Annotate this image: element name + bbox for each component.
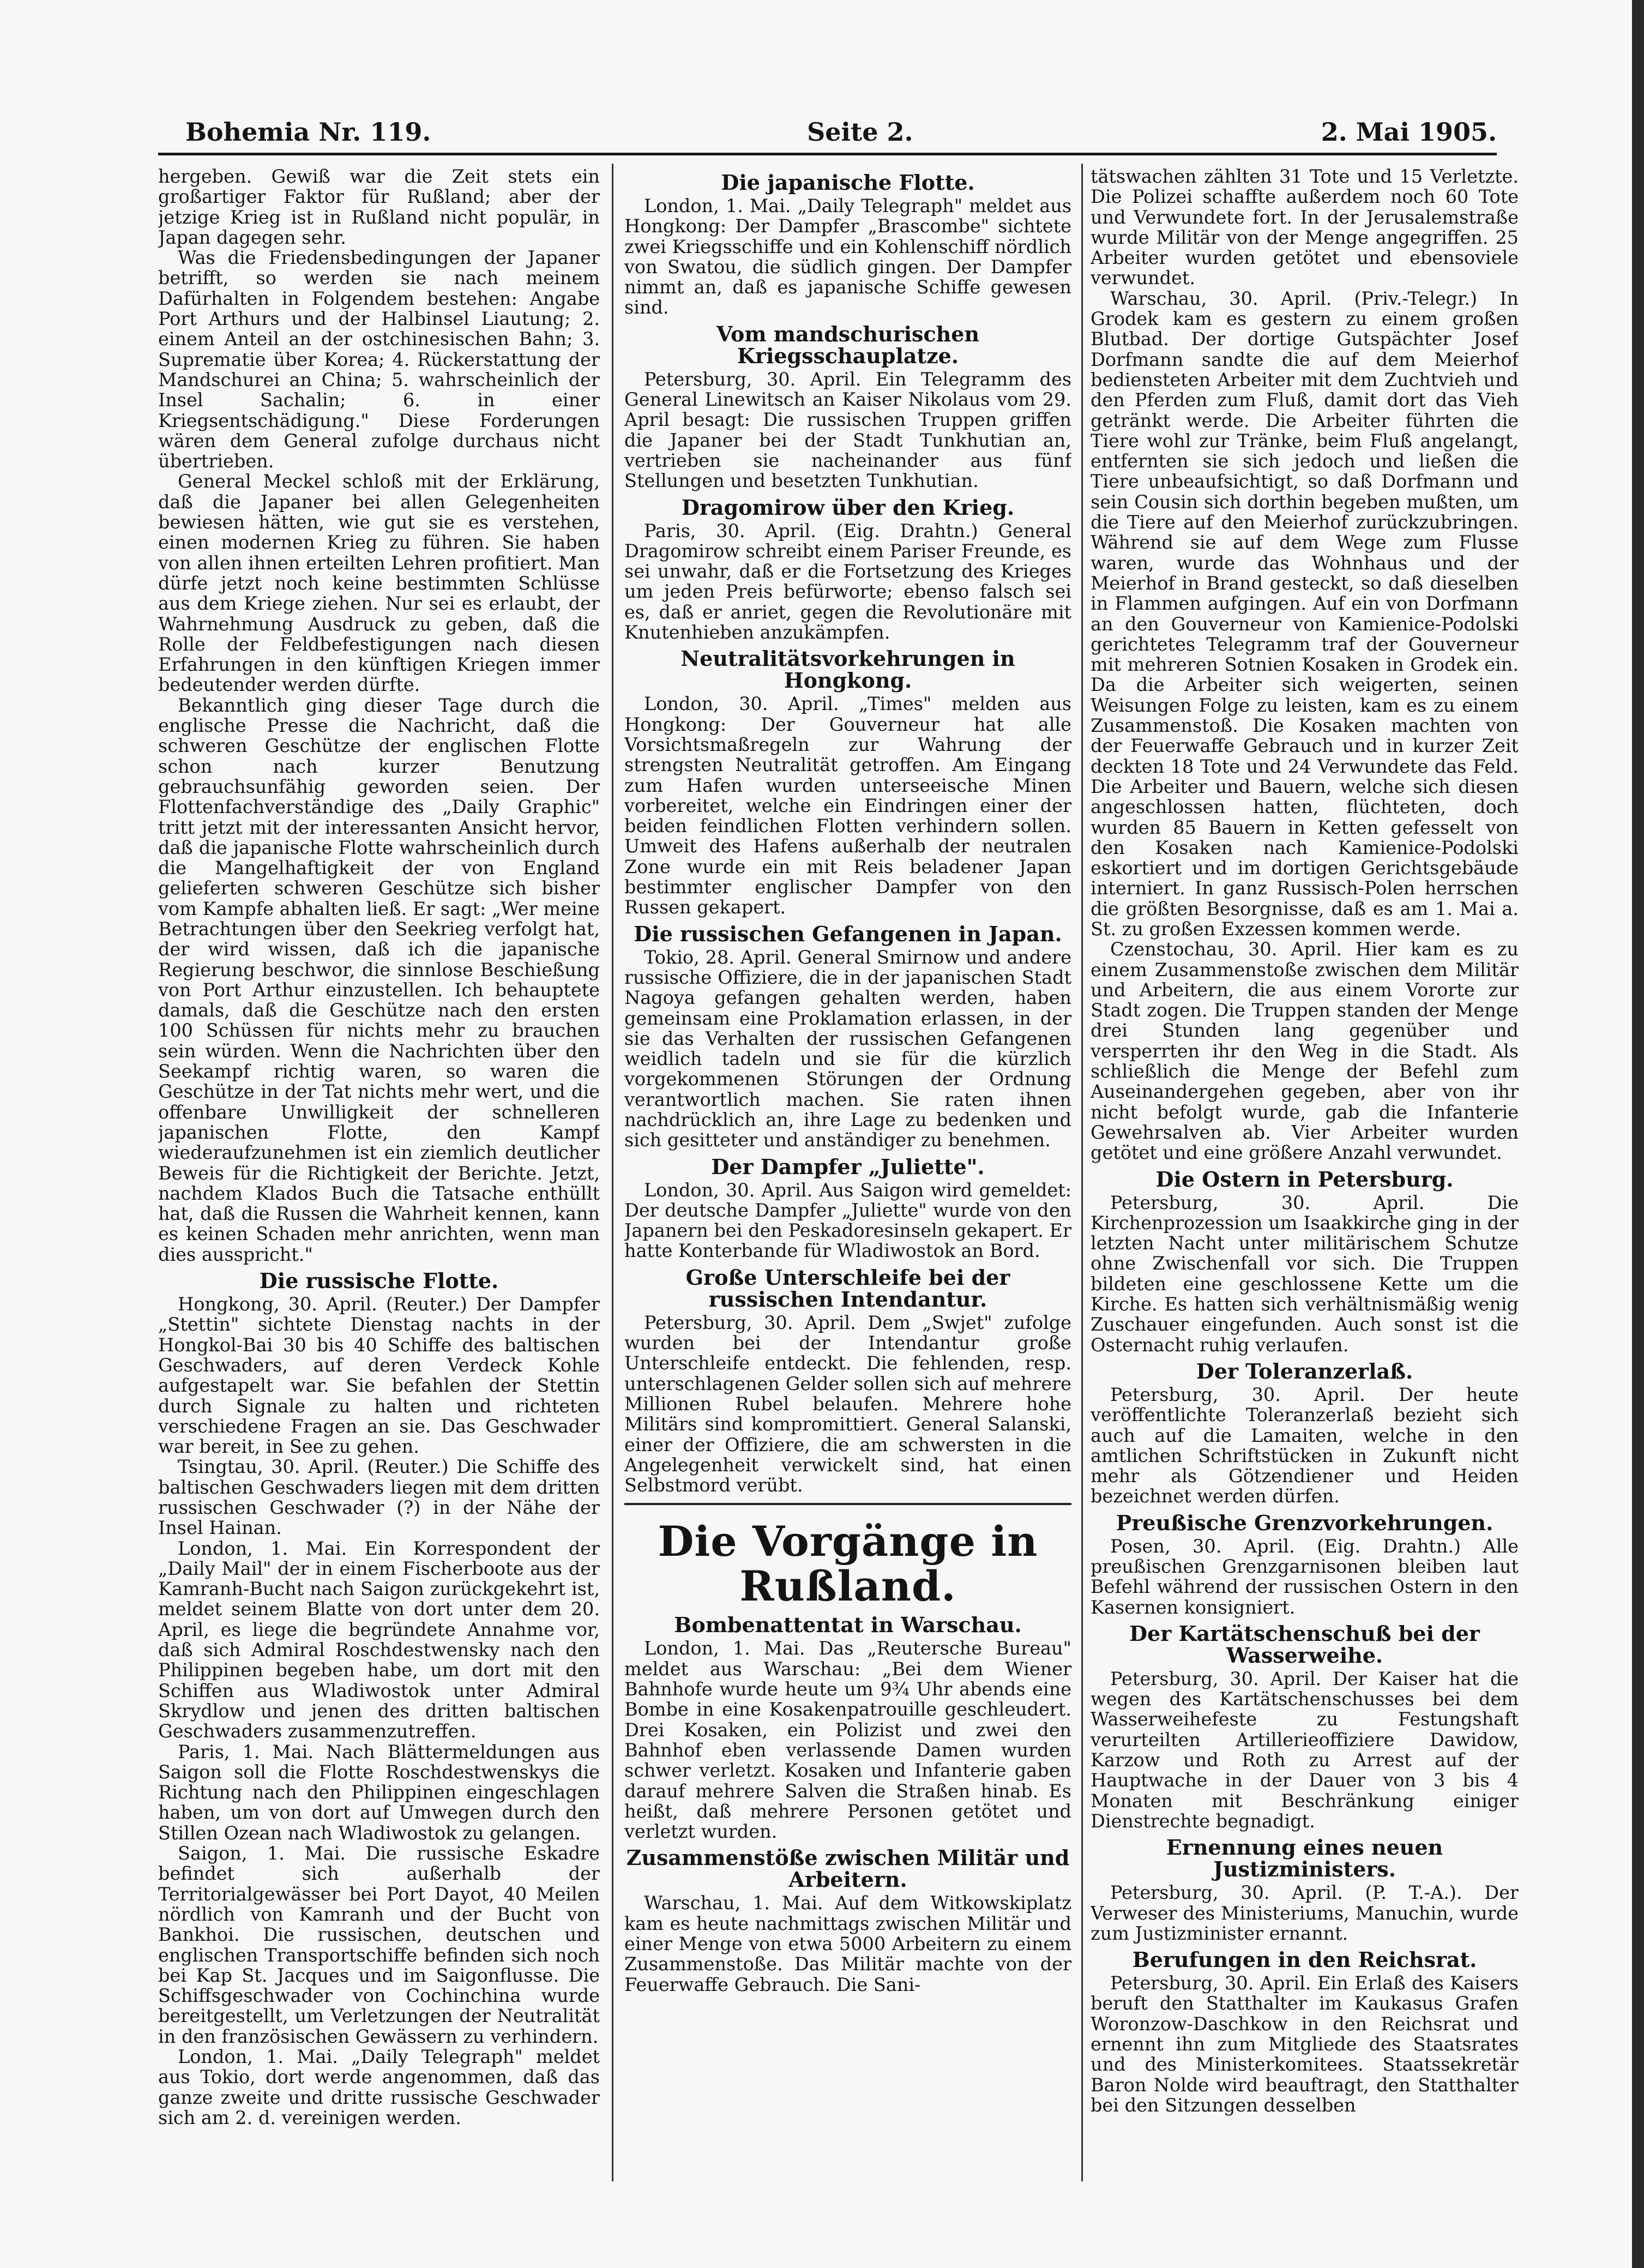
- section-heading: Vom mandschurischen Kriegsschauplatze.: [716, 321, 979, 368]
- section-heading: Der Toleranzerlaß.: [1196, 1358, 1413, 1383]
- paragraph: Bekanntlich ging dieser Tage durch die englische Presse die Nachricht, daß die schweren Geschütze der englischen Flotte schon nach kurzer Benutzung gebrauchsunfähig geworden seien. Der Flottenfachverständige des „Daily Graphic" tritt jetzt mit der interessanten Ansicht hervor, daß die japanische Flotte wahrscheinlich durch die Mangelhaftigkeit der von England gelieferten schweren Geschütze sich bisher vom Kampfe abhalten ließ. Er sagt: „Wer meine Betrachtungen über den Seekrieg verfolgt hat, der wird wissen, daß ich die japanische Regierung beschwor, die sinnlose Beschießung von Port Arthur einzustellen. Ich behauptete damals, daß die Geschütze nach den ersten 100 Schüssen für nichts mehr zu brauchen sein würden. Wenn die Nachrichten über den Seekampf richtig waren, so waren die Geschütze in der Tat nichts mehr wert, und die offenbare Unwilligkeit der schnelleren japanischen Flotte, den Kampf wiederaufzunehmen ist ein ziemlich deutlicher Beweis für die Richtigkeit der Berichte. Jetzt, nachdem Klados Buch die Tatsache enthüllt hat, daß die Russen die Wahrheit kennen, kann es keinen Schaden mehr anrichten, wenn man dies ausspricht.": [158, 694, 600, 1265]
- section-heading: Ernennung eines neuen Justizministers.: [1166, 1835, 1443, 1882]
- dispatch: Petersburg, 30. April. Der heute veröffentlichte Toleranzerlaß bezieht sich auch auf die Lamaiten, welche in den amtlichen Schriftstücken in Zukunft nicht mehr als Götzendiener und Heiden bezeichnet werden dürfen.: [1091, 1383, 1519, 1507]
- scan-edge: [1632, 0, 1644, 2268]
- dispatch: London, 1. Mai. Das „Reutersche Bureau" meldet aus Warschau: „Bei dem Wiener Bahnhofe wurde heute um 9¾ Uhr abends eine Bombe in eine Kosakenpatrouille geschleudert. Drei Kosaken, ein Polizist und zwei den Bahnhof eben verlassende Damen wurden schwer verletzt. Kosaken und Infanterie gaben darauf mehrere Salven die Straßen hinab. Es heißt, daß mehrere Personen getötet und verletzt wurden.: [624, 1638, 1071, 1843]
- column-divider: [1081, 164, 1083, 2181]
- dispatch: Warschau, 1. Mai. Auf dem Witkowskiplatz kam es heute nachmittags zwischen Militär und einer Menge von etwa 5000 Arbeitern zu einem Zusammenstoße. Das Militär machte von der Feuerwaffe Gebrauch. Die Sani-: [624, 1892, 1071, 1995]
- paragraph: Was die Friedensbedingungen der Japaner betrifft, so werden sie nach meinem Dafürhalten in Folgendem bestehen: Angabe Port Arthurs und der Halbinsel Liautung; 2. einem Anteil an der ostchinesischen Bahn; 3. Suprematie über Korea; 4. Rückerstattung der Mandschurei an China; 5. wahrscheinlich der Insel Sachalin; 6. in einer Kriegsentschädigung." Diese Forderungen wären dem General zufolge durchaus nicht übertrieben.: [158, 247, 600, 472]
- dispatch: Petersburg, 30. April. (P. T.-A.). Der Verweser des Ministeriums, Manuchin, wurde zum Justizminister ernannt.: [1091, 1882, 1519, 1944]
- dispatch: Petersburg, 30. April. Ein Telegramm des General Linewitsch an Kaiser Nikolaus vom 29. April besagt: Die russischen Truppen griffen die Japaner bei der Stadt Tunkhutian an, vertrieben sie nacheinander aus fünf Stellungen und besetzten Tunkhutian.: [624, 368, 1071, 492]
- dispatch: London, 30. April. Aus Saigon wird gemeldet: Der deutsche Dampfer „Juliette" wurde von den Japanern bei den Peskadoresinseln gekapert. Er hatte Konterbande für Wladiwostok an Bord.: [624, 1179, 1071, 1262]
- paragraph: tätswachen zählten 31 Tote und 15 Verletzte. Die Polizei schaffte außerdem noch 60 Tote und Verwundete fort. In der Jerusalemstraße wurde Militär von der Menge angegriffen. 25 Arbeiter wurden getötet und ebensoviele verwundet.: [1091, 166, 1519, 289]
- dispatch: London, 30. April. „Times" melden aus Hongkong: Der Gouverneur hat alle Vorsichtsmaßregeln zur Wahrung der strengsten Neutralität getroffen. Am Eingang zum Hafen wurden unterseeische Minen vorbereitet, welche ein Eindringen einer der beiden feindlichen Flotten verhindern sollen. Umweit des Hafens außerhalb der neutralen Zone wurde ein mit Reis beladener Japan bestimmter englischer Dampfer von den Russen gekapert.: [624, 693, 1071, 918]
- section-heading: Die russischen Gefangenen in Japan.: [634, 921, 1062, 946]
- section-rule: [624, 1503, 1071, 1505]
- dispatch: Paris, 30. April. (Eig. Drahtn.) General Dragomirow schreibt einem Pariser Freunde, es sei unwahr, daß er die Fortsetzung des Krieges um jeden Preis befürworte; ebenso falsch sei es, daß er anriet, gegen die Revolutionäre mit Knutenhieben anzukämpfen.: [624, 520, 1071, 643]
- major-headline: Die Vorgänge in Rußland.: [658, 1517, 1038, 1611]
- section-heading: Dragomirow über den Krieg.: [681, 495, 1015, 520]
- header-rule: [158, 153, 1497, 155]
- paragraph: General Meckel schloß mit der Erklärung, daß die Japaner bei allen Gelegenheiten bewiesen hätten, wie gut sie es verstehen, einen modernen Krieg zu führen. Sie haben von allen ihnen erteilten Lehren profitiert. Man dürfe jetzt noch keine bestimmten Schlüsse aus dem Kriege ziehen. Nur sei es erlaubt, der Wahrnehmung Ausdruck zu geben, daß die Rolle der Feldbefestigungen nach diesen Erfahrungen in den künftigen Kriegen immer bedeutender werden dürfte.: [158, 471, 600, 696]
- dispatch: London, 1. Mai. „Daily Telegraph" meldet aus Tokio, dort werde angenommen, daß das ganze zweite und dritte russische Geschwader sich am 2. d. vereinigen werden.: [158, 2046, 600, 2128]
- column-3: [1091, 166, 1519, 2179]
- dispatch: Czenstochau, 30. April. Hier kam es zu einem Zusammenstoße zwischen dem Militär und Arbeitern, die aus einem Vororte zur Stadt zogen. Die Truppen standen der Menge drei Stunden lang gegenüber und versperrten ihr den Weg in die Stadt. Als schließlich die Menge der Befehl zum Auseinandergehen gegeben, aber von ihr nicht befolgt wurde, gab die Infanterie Gewehrsalven ab. Vier Arbeiter wurden getötet und eine größere Anzahl verwundet.: [1091, 939, 1519, 1164]
- dispatch: Petersburg, 30. April. Die Kirchenprozession um Isaakkirche ging in der letzten Nacht unter militärischem Schutze ohne Zwischenfall vor sich. Die Truppen bildeten eine geschlossene Kette um die Kirche. Es hatten sich verhältnismäßig wenig Zuschauer eingefunden. Auch sonst ist die Osternacht ruhig verlaufen.: [1091, 1192, 1519, 1356]
- dispatch: Posen, 30. April. (Eig. Drahtn.) Alle preußischen Grenzgarnisonen bleiben laut Befehl während der russischen Ostern in den Kasernen konsigniert.: [1091, 1535, 1519, 1618]
- section-heading: Große Unterschleife bei der russischen Intendantur.: [685, 1265, 1010, 1312]
- paragraph: hergeben. Gewiß war die Zeit stets ein großartiger Faktor für Rußland; aber der jetzige Krieg ist in Rußland nicht populär, in Japan dagegen sehr.: [158, 166, 600, 248]
- dispatch: Hongkong, 30. April. (Reuter.) Der Dampfer „Stettin" sichtete Dienstag nachts in der Hongkol-Bai 30 bis 40 Schiffe des baltischen Geschwaders, auf deren Verdeck Kohle aufgestapelt war. Sie befahlen der Stettin durch Signale zu halten und richteten verschiedene Fragen an sie. Das Geschwader war bereit, in See zu gehen.: [158, 1294, 600, 1458]
- dispatch: Saigon, 1. Mai. Die russische Eskadre befindet sich außerhalb der Territorialgewässer bei Port Dayot, 40 Meilen nördlich von Kamranh und der Bucht von Bankhoi. Die russischen, deutschen und englischen Transportschiffe befinden sich noch bei Kap St. Jacques und im Saigonflusse. Die Schiffsgeschwader von Cochinchina wurde bereitgestellt, um Verletzungen der Neutralität in den französischen Gewässern zu verhindern.: [158, 1843, 600, 2047]
- column-1: [158, 166, 600, 2179]
- section-heading: Der Kartätschenschuß bei der Wasserweihe.: [1129, 1621, 1480, 1668]
- dispatch: Tsingtau, 30. April. (Reuter.) Die Schiffe des baltischen Geschwaders liegen mit dem dritten russischen Geschwader (?) in der Nähe der Insel Hainan.: [158, 1456, 600, 1539]
- dispatch: Petersburg, 30. April. Ein Erlaß des Kaisers beruft den Statthalter im Kaukasus Grafen Woronzow-Daschkow in den Reichsrat und ernennt ihn zum Mitgliede des Staatsrates und des Ministerkomitees. Staatssekretär Baron Nolde wird beauftragt, den Statthalter bei den Sitzungen desselben: [1091, 1972, 1519, 2116]
- section-heading: Bombenattentat in Warschau.: [674, 1613, 1022, 1638]
- dispatch: London, 1. Mai. „Daily Telegraph" meldet aus Hongkong: Der Dampfer „Brascombe" sichtete zwei Kriegsschiffe und ein Kohlenschiff nördlich von Swatou, die südlich gingen. Der Dampfer nimmt an, daß es japanische Schiffe gewesen sind.: [624, 195, 1071, 318]
- section-heading: Berufungen in den Reichsrat.: [1132, 1947, 1477, 1972]
- section-heading: Der Dampfer „Juliette".: [711, 1154, 985, 1179]
- column-2: [624, 166, 1071, 2179]
- dispatch: Warschau, 30. April. (Priv.-Telegr.) In Grodek kam es gestern zu einem großen Blutbad. Der dortige Gutspächter Josef Dorfmann sandte die auf dem Meierhof bediensteten Arbeiter mit dem Zuchtvieh und den Pferden zum Fluß, damit dort das Vieh getränkt werde. Die Arbeiter führten die Tiere wohl zur Tränke, beim Fluß angelangt, entfernten sie sich jedoch und ließen die Tiere unbeaufsichtigt, so daß Dorfmann und sein Cousin sich dorthin begeben mußten, um die Tiere auf den Meierhof zurückzubringen. Während sie auf dem Wege zum Flusse waren, wurde das Wohnhaus und der Meierhof in Brand gesteckt, so daß dieselben in Flammen aufgingen. Auf ein von Dorfmann an den Gouverneur von Kamienice-Podolski gerichtetes Telegramm traf der Gouverneur mit mehreren Sotnien Kosaken in Grodek ein. Da die Arbeiter sich weigerten, seinen Weisungen Folge zu leisten, kam es zu einem Zusammenstoß. Die Kosaken machten von der Feuerwaffe Gebrauch und in kurzer Zeit deckten 18 Tote und 24 Verwundete das Feld. Die Arbeiter und Bauern, welche sich diesen angeschlossen hatten, flüchteten, doch wurden 85 Bauern in Ketten gefesselt von den Kosaken nach Kamienice-Podolski eskortiert und im dortigen Gerichtsgebäude interniert. In ganz Russisch-Polen herrschen die größten Besorgnisse, daß es am 1. Mai a. St. zu großen Exzessen kommen werde.: [1091, 287, 1519, 940]
- section-heading: Die Ostern in Petersburg.: [1155, 1166, 1454, 1192]
- dispatch: Petersburg, 30. April. Dem „Swjet" zufolge wurden bei der Intendantur große Unterschleife entdeckt. Die fehlenden, resp. unterschlagenen Gelder sollen sich auf mehrere Millionen Rubel belaufen. Mehrere hohe Militärs sind kompromittiert. General Salanski, einer der Offiziere, die am schwersten in die Angelegenheit verwickelt sind, hat einen Selbstmord verübt.: [624, 1312, 1071, 1496]
- dispatch: London, 1. Mai. Ein Korrespondent der „Daily Mail" der in einem Fischerboote aus der Kamranh-Bucht nach Saigon zurückgekehrt ist, meldet seinem Blatte von dort unter dem 20. April, es liege die begründete Annahme vor, daß sich Admiral Roschdestwensky nach den Philippinen begeben habe, um dort mit den Schiffen aus Wladiwostok unter Admiral Skrydlow und jenen des dritten baltischen Geschwaders zusammenzutreffen.: [158, 1537, 600, 1742]
- dispatch: Paris, 1. Mai. Nach Blättermeldungen aus Saigon soll die Flotte Roschdestwenskys die Richtung nach den Philippinen eingeschlagen haben, um von dort auf Umwegen durch den Stillen Ozean nach Wladiwostok zu gelangen.: [158, 1741, 600, 1844]
- section-heading: Zusammenstöße zwischen Militär und Arbeitern.: [626, 1845, 1070, 1892]
- dispatch: Petersburg, 30. April. Der Kaiser hat die wegen des Kartätschenschusses bei dem Wasserweihefeste zu Festungshaft verurteilten Artillerieoffiziere Dawidow, Karzow und Roth zu Arrest auf der Hauptwache in der Dauer von 3 bis 4 Monaten mit Beschränkung einiger Dienstrechte begnadigt.: [1091, 1668, 1519, 1832]
- dispatch: Tokio, 28. April. General Smirnow und andere russische Offiziere, die in der japanischen Stadt Nagoya gefangen gehalten werden, haben gemeinsam eine Proklamation erlassen, in der sie das Verhalten der russischen Gefangenen weidlich tadeln und sie für die kürzlich vorgekommenen Störungen der Ordnung verantwortlich machen. Sie raten ihnen nachdrücklich an, ihre Lage zu bedenken und sich gesitteter und anständiger zu benehmen.: [624, 946, 1071, 1151]
- section-heading: Preußische Grenzvorkehrungen.: [1116, 1510, 1494, 1535]
- page-number: Seite 2.: [807, 117, 913, 147]
- section-heading: Neutralitätsvorkehrungen in Hongkong.: [681, 646, 1015, 693]
- page-header: [185, 117, 1497, 150]
- column-divider: [612, 164, 613, 2181]
- masthead-issue: Bohemia Nr. 119.: [185, 117, 431, 147]
- issue-date: 2. Mai 1905.: [1321, 117, 1497, 147]
- section-heading: Die japanische Flotte.: [721, 170, 975, 195]
- section-heading: Die russische Flotte.: [259, 1268, 499, 1294]
